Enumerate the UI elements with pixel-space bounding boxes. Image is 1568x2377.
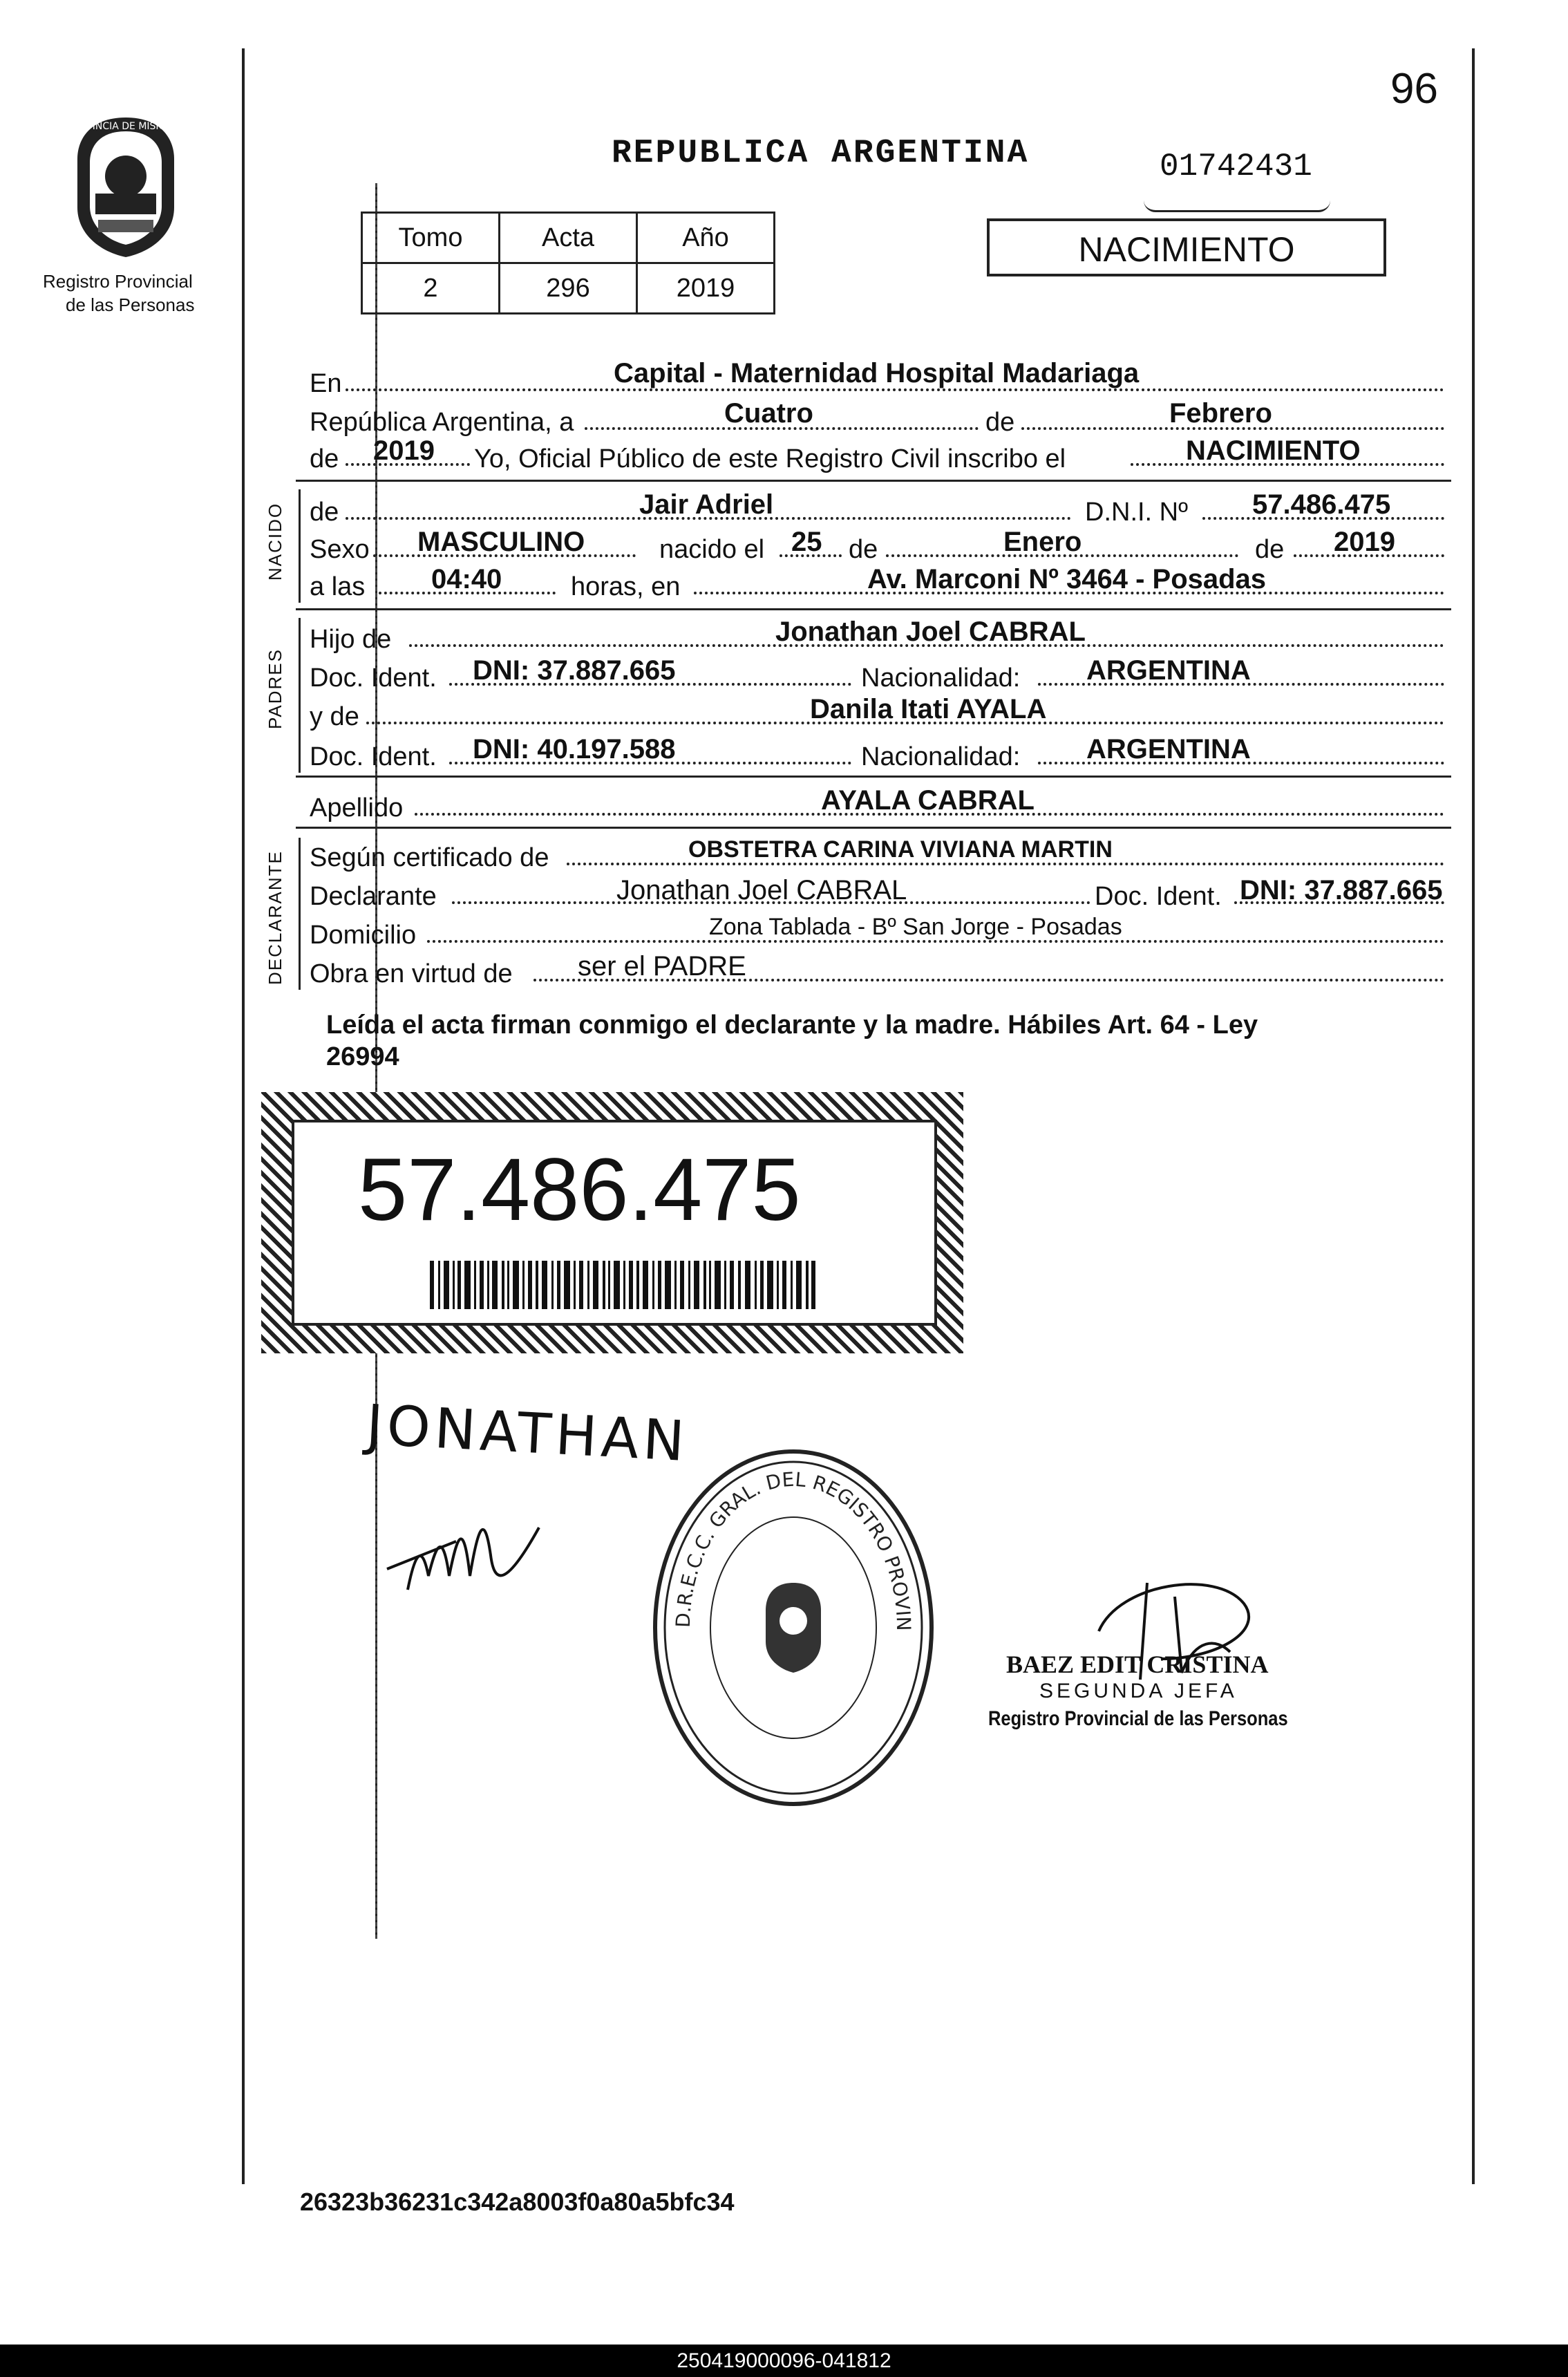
nacido-el-label: nacido el xyxy=(659,535,765,564)
horas-label: horas, en xyxy=(571,572,681,601)
father-doc: DNI: 37.887.665 xyxy=(473,655,676,686)
en-label: En xyxy=(310,369,342,398)
ano-value: 2019 xyxy=(637,263,775,314)
apellido-label: Apellido xyxy=(310,793,404,823)
right-margin-line xyxy=(1472,48,1475,2184)
id-number: 57.486.475 xyxy=(358,1140,801,1239)
de-label: de xyxy=(1255,535,1285,564)
doc-label: Doc. Ident. xyxy=(1095,882,1222,911)
doc-label: Doc. Ident. xyxy=(310,742,437,771)
acta-header: Acta xyxy=(500,213,637,263)
doc-type-label: NACIMIENTO xyxy=(1078,230,1295,269)
declarante-label: Declarante xyxy=(310,882,437,911)
month-value: Febrero xyxy=(1169,398,1272,429)
de-label: de xyxy=(310,444,339,473)
doc-type-box xyxy=(987,218,1386,276)
declarante-doc: DNI: 37.887.665 xyxy=(1240,875,1443,905)
nacido-side-label: NACIDO xyxy=(265,502,285,581)
cert-label: Según certificado de xyxy=(310,843,549,872)
section-bar xyxy=(299,838,301,990)
declarant-signature xyxy=(373,1486,553,1617)
tomo-value: 2 xyxy=(362,263,500,314)
child-dni: 57.486.475 xyxy=(1252,489,1391,520)
official-name: BAEZ EDIT CRISTINA xyxy=(1006,1651,1269,1678)
serial-number: 01742431 xyxy=(1160,149,1312,185)
birth-month: Enero xyxy=(1003,527,1082,557)
page-number: 96 xyxy=(1390,65,1438,113)
de-label: de xyxy=(849,535,878,564)
official-title: SEGUNDA JEFA xyxy=(1039,1680,1238,1702)
domicilio-label: Domicilio xyxy=(310,921,417,950)
declarante-value: Jonathan Joel CABRAL xyxy=(616,875,907,905)
declarante-side-label: DECLARANTE xyxy=(265,850,285,985)
province-logo xyxy=(50,111,202,263)
apellido-value: AYALA CABRAL xyxy=(821,785,1035,816)
closing-line-2: 26994 xyxy=(326,1042,399,1071)
mother-nationality: ARGENTINA xyxy=(1086,734,1251,764)
cert-value: OBSTETRA CARINA VIVIANA MARTIN xyxy=(688,836,1113,863)
tomo-table xyxy=(361,212,775,314)
hijo-label: Hijo de xyxy=(310,625,392,654)
document-hash: 26323b36231c342a8003f0a80a5bfc34 xyxy=(300,2188,735,2216)
acta-value: 296 xyxy=(500,263,637,314)
country-title: REPUBLICA ARGENTINA xyxy=(612,135,1030,172)
child-name: Jair Adriel xyxy=(639,489,774,520)
doc-label: Doc. Ident. xyxy=(310,664,437,693)
section-divider xyxy=(296,827,1451,829)
birth-time: 04:40 xyxy=(431,564,502,594)
inscribo-label: Yo, Oficial Público de este Registro Civil inscribo el xyxy=(474,444,1066,473)
domicilio-value: Zona Tablada - Bº San Jorge - Posadas xyxy=(709,914,1122,940)
left-margin-line xyxy=(242,48,245,2184)
de-label: de xyxy=(985,408,1015,437)
official-org: Registro Provincial de las Personas xyxy=(988,1707,1288,1730)
registry-line-2: de las Personas xyxy=(66,294,195,315)
section-divider xyxy=(296,776,1451,778)
registry-line-1: Registro Provincial xyxy=(43,271,193,292)
a-las-label: a las xyxy=(310,572,366,601)
section-divider xyxy=(296,480,1451,482)
birth-place: Av. Marconi Nº 3464 - Posadas xyxy=(867,564,1267,594)
father-nationality: ARGENTINA xyxy=(1086,655,1251,686)
padres-side-label: PADRES xyxy=(265,648,285,729)
logo-text: PROVINCIA DE MISIONES xyxy=(66,121,186,132)
tomo-header: Tomo xyxy=(362,213,500,263)
father-name: Jonathan Joel CABRAL xyxy=(775,617,1086,647)
footer-code: 250419000096-041812 xyxy=(677,2349,891,2372)
nacionalidad-label: Nacionalidad: xyxy=(861,664,1021,693)
place-value: Capital - Maternidad Hospital Madariaga xyxy=(614,358,1140,388)
birth-day: 25 xyxy=(791,527,822,557)
mother-doc: DNI: 40.197.588 xyxy=(473,734,676,764)
sexo-value: MASCULINO xyxy=(417,527,585,557)
section-bar xyxy=(299,489,301,603)
dni-label: D.N.I. Nº xyxy=(1085,498,1188,527)
mother-name: Danila Itati AYALA xyxy=(810,694,1047,724)
section-divider xyxy=(296,608,1451,610)
year-value: 2019 xyxy=(373,435,435,466)
birth-year: 2019 xyxy=(1334,527,1395,557)
section-bar xyxy=(299,618,301,773)
de-label: de xyxy=(310,498,339,527)
barcode xyxy=(430,1261,817,1309)
y-de-label: y de xyxy=(310,702,359,731)
id-sticker xyxy=(261,1092,963,1353)
handwritten-name: JONATHAN xyxy=(364,1392,690,1474)
obra-label: Obra en virtud de xyxy=(310,959,513,988)
footer-bar xyxy=(0,2345,1568,2377)
republica-label: República Argentina, a xyxy=(310,408,574,437)
id-sticker-inner xyxy=(292,1120,937,1326)
ano-header: Año xyxy=(637,213,775,263)
nacionalidad-label: Nacionalidad: xyxy=(861,742,1021,771)
serial-underline xyxy=(1144,200,1330,212)
obra-value: ser el PADRE xyxy=(578,951,746,981)
day-value: Cuatro xyxy=(724,398,813,429)
closing-line-1: Leída el acta firman conmigo el declarante y la madre. Hábiles Art. 64 - Ley xyxy=(326,1011,1258,1040)
sexo-label: Sexo xyxy=(310,535,370,564)
official-seal xyxy=(648,1445,938,1811)
inscribo-value: NACIMIENTO xyxy=(1186,435,1361,466)
seal-text: D.R.E.C.C. GRAL. DEL REGISTRO PROVIN xyxy=(671,1467,916,1631)
